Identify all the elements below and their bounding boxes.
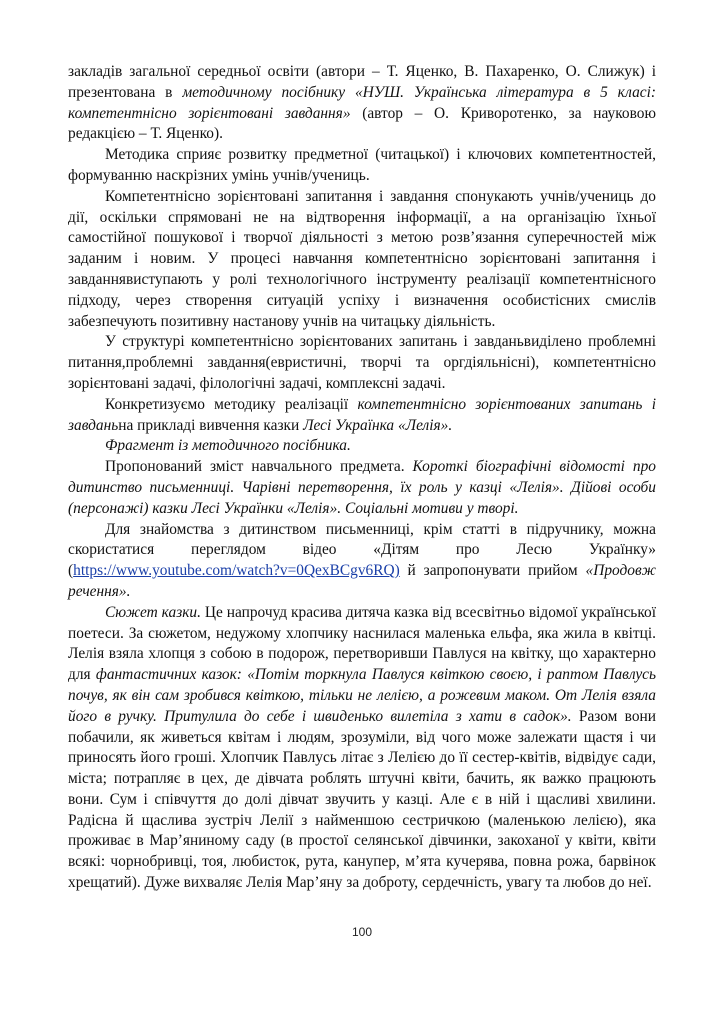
paragraph-fragment-heading bbox=[68, 436, 656, 457]
paragraph-video bbox=[68, 520, 656, 603]
page-number: 100 bbox=[351, 925, 373, 939]
text-span: Конкретизуємо методику реалізації bbox=[105, 395, 358, 413]
quote-span: фантастичних казок: «Потім торкнула Павлуся квіткою своєю, і раптом Павлусь почув, як він сам зробився квіткою, тільки не лелією, а рожевим маком. От Лелія взяла його в ручку. Притулила до себе і швиденько вилетіла з хати в садок». bbox=[68, 666, 656, 725]
paragraph-structure: У структурі компетентнісно зорієнтованих запитань і завданьвиділено проблемні питання,проблемні завдання(евристичні, творчі та оргдіяльнісні), компетентнісно зорієнтовані задачі, філологічні задачі, комплексні задачі. bbox=[68, 333, 656, 392]
paragraph-method: Методика сприяє розвитку предметної (читацької) і ключових компетентностей, формуванню наскрізних умінь учнів/учениць. bbox=[68, 146, 656, 184]
italic-span: «Продовж речення». bbox=[68, 562, 656, 600]
paragraph-plot bbox=[68, 603, 656, 894]
text-span: й запропонувати прийом bbox=[399, 562, 586, 580]
plot-heading: Сюжет казки. bbox=[105, 603, 201, 621]
text-span: Разом вони побачили, як живеться квітам і людям, зрозуміли, від чого може залежати щастя і чи приносять його гроші. Хлопчик Павлусь літає з Лелією до її сестер-квітів, відвідує сади, міста; потрапляє в цех, де дівчата роблять штучні квіти, бачить, як важко працюють вони. Сум і співчуття до долі дівчат звучить у казці. Але є в ній і щасливі хвилини. Радісна й щаслива зустріч Лелії з найменшою сестричкою (маленькою лелією), яка проживає в Мар’яниному саду (в простої селянської дівчинки, закоханої у квіти, квіти всякі: чорнобривці, тоя, любисток, рута, канупер, м’ята кучерява, повна рожа, барвінок хрещатий). Дуже вихваляє Лелія Мар’яну за доброту, сердечність, увагу та любов до неї. bbox=[68, 707, 656, 892]
paragraph-concretize bbox=[68, 395, 656, 437]
text-span: Для знайомства з дитинством письменниці, крім статті в підручнику, можна скористатися переглядом відео «Дітям про Лесю Українку» ( bbox=[68, 520, 656, 580]
manual-title: методичному посібнику «НУШ. Українська література в 5 класі: компетентнісно зорієнтовані завдання» bbox=[68, 83, 656, 122]
document-body bbox=[68, 62, 656, 894]
italic-span: компетентнісно зорієнтованих запитань і завдань bbox=[68, 395, 656, 434]
italic-span: Короткі біографічні відомості про дитинство письменниці. Чарівні перетворення, їх роль у казці «Лелія». Дійові особи (персонажі) казки Лесі Українки «Лелія». Соціальні мотиви у творі. bbox=[68, 458, 657, 517]
text-span: Пропонований зміст навчального предмета. bbox=[105, 458, 413, 476]
paragraph-subject-content bbox=[68, 457, 656, 519]
text-span: (автор – О. Криворотенко, за науковою редакцією – Т. Яценко). bbox=[68, 104, 656, 143]
paragraph-intro bbox=[68, 62, 656, 145]
text-span: на прикладі вивчення казки bbox=[118, 416, 304, 434]
fragment-heading: Фрагмент із методичного посібника. bbox=[105, 437, 351, 455]
youtube-link[interactable]: https://www.youtube.com/watch?v=0QexBCgv6RQ) bbox=[73, 562, 400, 580]
italic-span: Лесі Українка «Лелія». bbox=[303, 416, 453, 434]
text-span: закладів загальної середньої освіти (автори – Т. Яценко, В. Пахаренко, О. Слижук) і презентована в bbox=[68, 63, 656, 101]
text-span: Це напрочуд красива дитяча казка від всесвітньо відомої української поетеси. За сюжетом, недужому хлопчику наснилася маленька ельфа, яка жила в квітці. Лелія взяла хлопця з собою в подорож, перетворивши Павлуся на квітку, що характерно для bbox=[68, 603, 656, 684]
paragraph-competence: Компетентнісно зорієнтовані запитання і завдання спонукають учнів/учениць до дії, оскільки спрямовані не на відтворення інформації, а на організацію їхньої самостійної пошукової і творчої діяльності з метою розв’язання суперечностей між заданим і новим. У процесі навчання компетентнісно зорієнтовані запитання і завданнявиступають у ролі технологічного інструменту реалізації компетентнісного підходу, через створення ситуацій успіху і визначення особистісних смислів забезпечують позитивну настанову учнів на читацьку діяльність. bbox=[68, 187, 656, 330]
